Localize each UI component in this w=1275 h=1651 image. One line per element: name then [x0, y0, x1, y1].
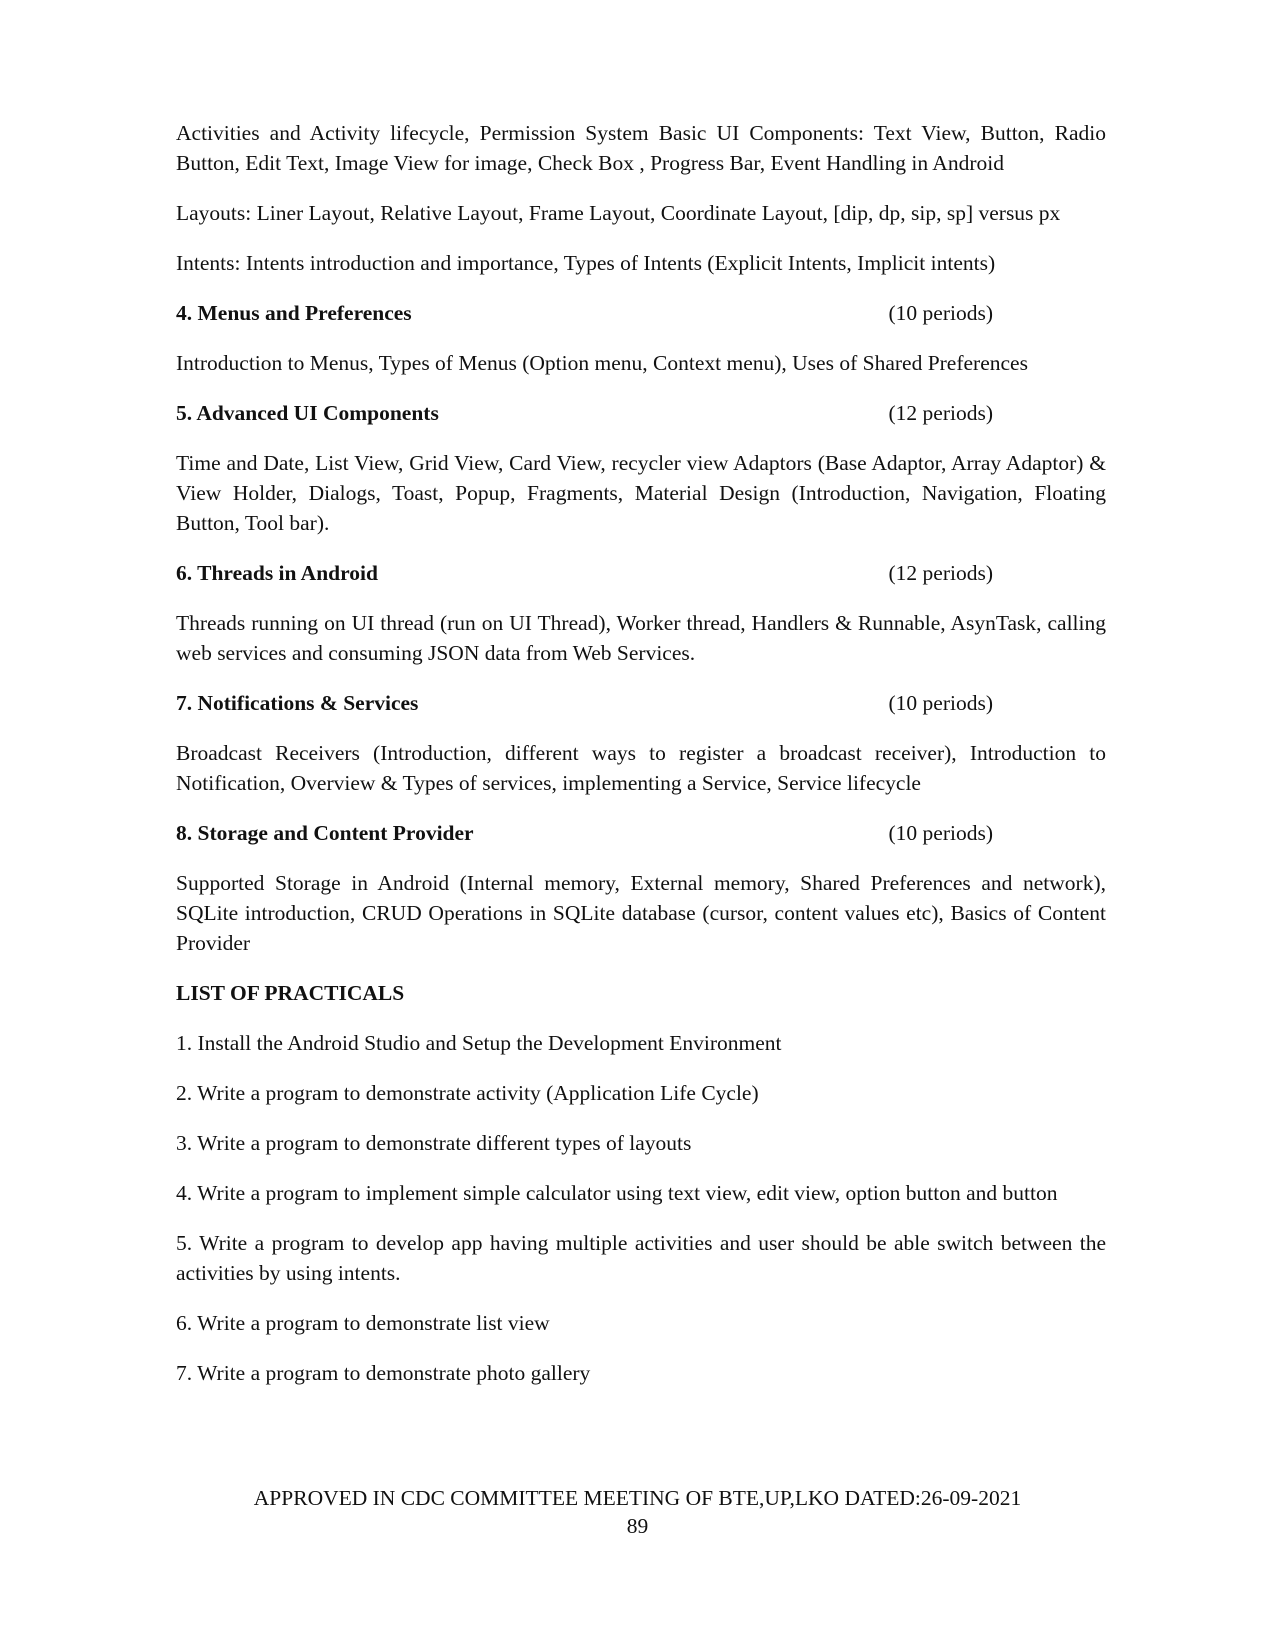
section-body-threads: Threads running on UI thread (run on UI Thread), Worker thread, Handlers & Runnable, AsynTask, calling web services and consuming JSON data from Web Services. [176, 611, 1106, 665]
section-title: 8. Storage and Content Provider [176, 821, 474, 845]
section-heading-notifications [176, 688, 993, 718]
unit-paragraph-intents: Intents: Intents introduction and importance, Types of Intents (Explicit Intents, Implicit intents) [176, 251, 996, 275]
practical-item: 7. Write a program to demonstrate photo gallery [176, 1361, 591, 1385]
practical-item: 4. Write a program to implement simple calculator using text view, edit view, option button and button [176, 1181, 1058, 1205]
page-number: 89 [626, 1514, 649, 1538]
section-heading-advanced-ui [176, 398, 993, 428]
section-periods: (12 periods) [888, 401, 993, 425]
section-title: 5. Advanced UI Components [176, 401, 439, 425]
unit-paragraph-activities: Activities and Activity lifecycle, Permission System Basic UI Components: Text View, Button, Radio Button, Edit Text, Image View for image, Check Box , Progress Bar, Event Handling in Android [176, 121, 1106, 175]
section-heading-storage [176, 818, 993, 848]
section-periods: (10 periods) [888, 821, 993, 845]
section-body-menus: Introduction to Menus, Types of Menus (Option menu, Context menu), Uses of Shared Preferences [176, 351, 1028, 375]
practicals-title: LIST OF PRACTICALS [176, 981, 405, 1005]
practical-item: 6. Write a program to demonstrate list view [176, 1311, 550, 1335]
practical-item: 3. Write a program to demonstrate different types of layouts [176, 1131, 692, 1155]
section-periods: (10 periods) [888, 301, 993, 325]
section-title: 4. Menus and Preferences [176, 301, 412, 325]
section-periods: (12 periods) [888, 561, 993, 585]
practical-item: 1. Install the Android Studio and Setup the Development Environment [176, 1031, 782, 1055]
section-body-advanced-ui: Time and Date, List View, Grid View, Card View, recycler view Adaptors (Base Adaptor, Array Adaptor) & View Holder, Dialogs, Toast, Popup, Fragments, Material Design (Introduction, Navigation, Floating Button, Tool bar). [176, 451, 1106, 535]
practical-item: 5. Write a program to develop app having multiple activities and user should be able switch between the activities by using intents. [176, 1231, 1106, 1285]
section-body-notifications: Broadcast Receivers (Introduction, different ways to register a broadcast receiver), Introduction to Notification, Overview & Types of services, implementing a Service, Service lifecycle [176, 741, 1106, 795]
section-title: 6. Threads in Android [176, 561, 378, 585]
page-content [176, 118, 1106, 1408]
unit-paragraph-layouts: Layouts: Liner Layout, Relative Layout, Frame Layout, Coordinate Layout, [dip, dp, sip, sp] versus px [176, 201, 1061, 225]
approval-note: APPROVED IN CDC COMMITTEE MEETING OF BTE,UP,LKO DATED:26-09-2021 [253, 1486, 1022, 1510]
section-heading-threads [176, 558, 993, 588]
section-heading-menus [176, 298, 993, 328]
section-body-storage: Supported Storage in Android (Internal memory, External memory, Shared Preferences and network), SQLite introduction, CRUD Operations in SQLite database (cursor, content values etc), Basics of Content Provider [176, 871, 1106, 955]
practical-item: 2. Write a program to demonstrate activity (Application Life Cycle) [176, 1081, 759, 1105]
section-periods: (10 periods) [888, 691, 993, 715]
section-title: 7. Notifications & Services [176, 691, 419, 715]
page-footer [0, 1484, 1275, 1540]
